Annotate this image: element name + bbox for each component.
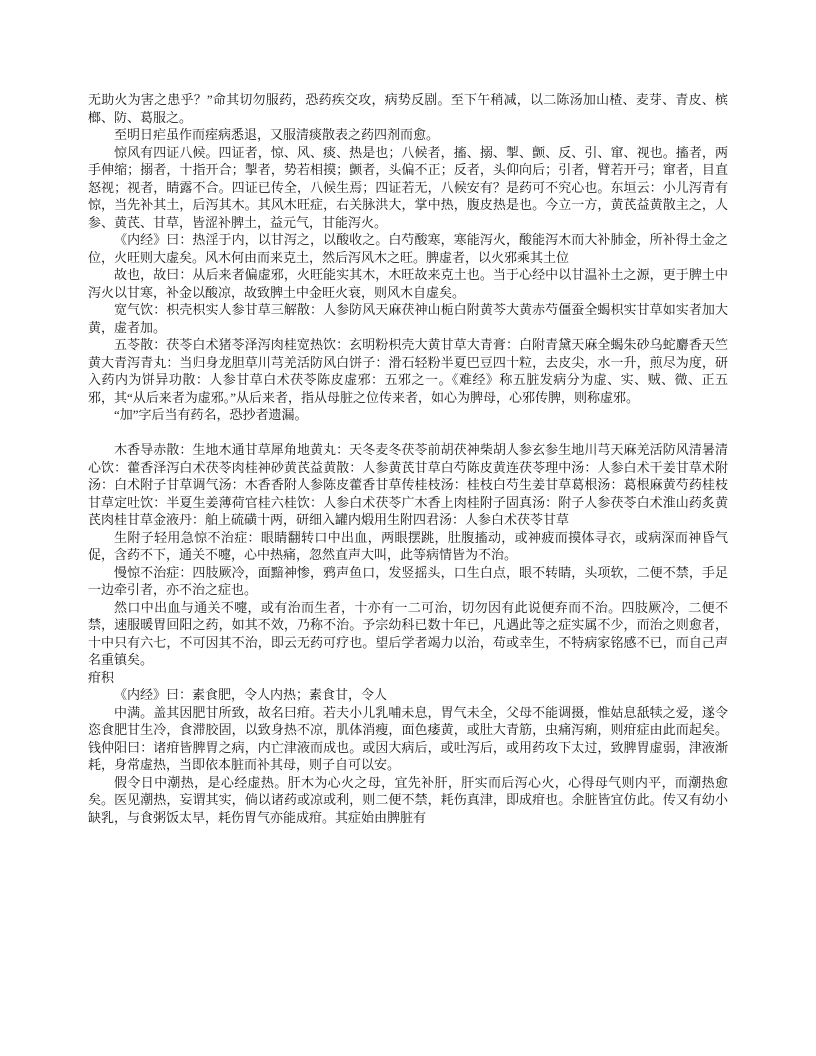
paragraph: 《内经》曰：素食肥，令人内热；素食甘，令人 <box>114 687 388 702</box>
paragraph: 慢惊不治症：四肢厥冷，面黯神惨，鸦声鱼口，发竖摇头，口生白点，眼不转睛，头项软，二便不禁，手足一边牵引者，亦不治之症也。 <box>88 564 728 597</box>
paragraph: 至明日疟虽作而痓病悉退，又服清痰散表之药四剂而愈。 <box>114 127 440 142</box>
paragraph: 惊风有四证八候。四证者，惊、风、痰、热是也；八候者，搐、搦、掣、颤、反、引、窜、视也。搐者，两手伸缩；搦者，十指开合；掣者，势若相摸；颤者，头偏不正；反者，头仰向后；引者，臂若开弓；窜者，目直怒视；视者，睛露不合。四证已传全，八候生焉；四证若无，八候安有？是药可不究心也。东垣云：小儿泻青有惊，当先补其土，后泻其木。其风木旺症，右关脉洪大，掌中热，腹皮热是也。今立一方，黄芪益黄散主之，人参、黄芪、甘草，皆涩补脾土，益元气，甘能泻火。 <box>88 144 728 230</box>
paragraph: 假令日中潮热，是心经虚热。肝木为心火之母，宜先补肝，肝实而后泻心火，心得母气则内平，而潮热愈矣。医见潮热，妄谓其实，倘以诸药或凉或利，则二便不禁，耗伤真津，即成疳也。余脏皆宜仿此。传又有幼小缺乳，与食粥饭太早，耗伤胃气亦能成疳。其症始由脾脏有 <box>88 774 728 825</box>
section-title: 疳积 <box>88 669 115 685</box>
paragraph: 然口中出血与通关不嚏，或有治而生者，十亦有一二可治，切勿因有此说便弃而不治。四肢厥冷，二便不禁，速服暖胃回阳之药，如其不效，乃称不治。予宗幼科已数十年已，凡遇此等之症实属不少，而治之则愈者，十中只有六七，不可因其不治，即云无药可疗也。望后学者竭力以治，苟或幸生，不特病家铭感不已，而自己声名重镇矣。 <box>88 599 728 667</box>
paragraph: 《内经》曰：热淫于内，以甘泻之，以酸收之。白芍酸寒，寒能泻火，酸能泻木而大补肺金，所补得土金之位，火旺则大虚矣。风木何由而来克土，然后泻风木之旺。脾虚者，以火邪乘其土位 <box>88 232 728 265</box>
blank-line <box>88 424 728 442</box>
paragraph: 无助火为害之患乎？”命其切勿服药，恐药疾交攻，病势反剧。至下午稍减，以二陈汤加山楂、麦芽、青皮、槟榔、防、葛服之。 <box>88 92 728 125</box>
paragraph: 宽气饮：枳壳枳实人参甘草三解散：人参防风天麻茯神山栀白附黄芩大黄赤芍僵蚕全蝎枳实甘草如实者加大黄，虚者加。 <box>88 302 728 335</box>
document-body <box>88 91 728 826</box>
paragraph: 五苓散：茯苓白术猪苓泽泻肉桂宽热饮：玄明粉枳壳大黄甘草大青膏：白附青黛天麻全蝎朱砂乌蛇麝香天竺黄大青泻青丸：当归身龙胆草川芎羌活防风白饼子：滑石轻粉半夏巴豆四十粒，去皮尖，水一升，煎尽为度，研入药内为饼异功散：人参甘草白术茯苓陈皮虚邪：五邪之一。《难经》称五脏发病分为虚、实、贼、微、正五邪，其“从后来者为虚邪。”从后来者，指从母脏之位传来者，如心为脾母，心邪传脾，则称虚邪。 <box>88 337 728 405</box>
paragraph: 故也，故曰：从后来者偏虚邪，火旺能实其木，木旺故来克土也。当于心经中以甘温补土之源，更于脾土中泻火以甘寒，补金以酸凉，故致脾土中金旺火衰，则风木自虚矣。 <box>88 267 728 300</box>
paragraph: 中满。盖其因肥甘所致，故名曰疳。若夫小儿乳哺未息，胃气未全，父母不能调摄，惟姑息舐犊之爱，遂令恣食肥甘生冷，食滞胶固，以致身热不凉，肌体消瘦，面色痿黄，或肚大青筋，虫痛泻痢，则疳症由此而起矣。钱仲阳曰：诸疳皆脾胃之病，内亡津液而成也。或因大病后，或吐泻后，或用药攻下太过，致脾胃虚弱，津液渐耗，身常虚热，当即依本脏而补其母，则子自可以安。 <box>88 704 728 772</box>
paragraph: 生附子轻用急惊不治症：眼睛翻转口中出血，两眼摆跳，肚腹搐动，或神疲而摸体寻衣，或病深而神昏气促，含药不下，通关不嚏，心中热痛，忽然直声大叫，此等病情皆为不治。 <box>88 529 728 562</box>
paragraph: 木香导赤散：生地木通甘草犀角地黄丸：天冬麦冬茯苓前胡茯神柴胡人参玄参生地川芎天麻羌活防风清暑清心饮：藿香泽泻白术茯苓肉桂神砂黄芪益黄散：人参黄芪甘草白芍陈皮黄连茯苓理中汤：人参白术干姜甘草术附汤：白术附子甘草调气汤：木香香附人参陈皮藿香甘草传桂枝汤：桂枝白芍生姜甘草葛根汤：葛根麻黄芍药桂枝甘草定吐饮：半夏生姜薄荷官桂六桂饮：人参白术茯苓广木香上肉桂附子固真汤：附子人参茯苓白术淮山药炙黄芪肉桂甘草金液丹：舶上硫磺十两，研细入罐内煅用生附四君汤：人参白术茯苓甘草 <box>88 442 728 527</box>
paragraph: “加”字后当有药名，恐抄者遗漏。 <box>114 407 308 422</box>
